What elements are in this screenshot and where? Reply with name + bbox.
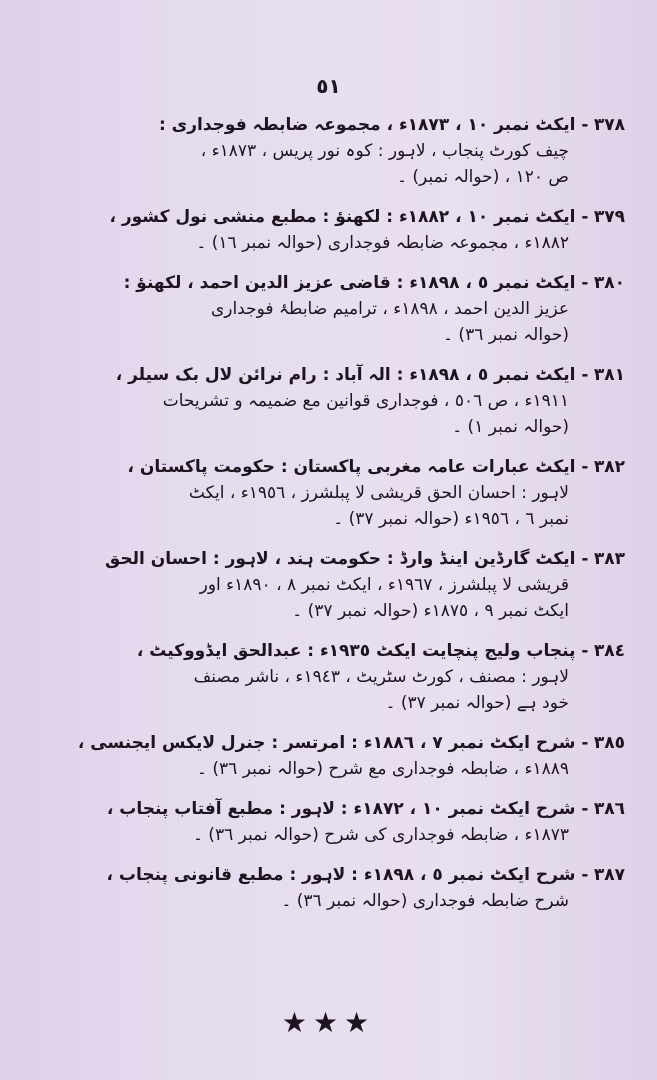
entry-number: ٣٨٥: [593, 733, 625, 753]
page-number: ٥١: [316, 74, 341, 98]
entry-text-line: قریشی لا پبلشرز ، ١٩٦٧ء ، ایکٹ نمبر ٨ ، ١٨٩٠ء اور: [199, 575, 569, 595]
entry-number: ٣٨٠: [593, 273, 625, 293]
entry-heading: - ایکٹ نمبر ٥ ، ١٨٩٨ء : قاضی عزیز الدین احمد ، لکھنؤ :: [123, 273, 589, 293]
entry-text-line: ایکٹ نمبر ٩ ، ١٨٧٥ء (حوالہ نمبر ٣٧) ۔: [292, 601, 569, 621]
entry-text-line: عزیز الدین احمد ، ١٨٩٨ء ، ترامیم ضابطۂ فوجداری: [210, 299, 569, 319]
entry-text-line: خود ہے (حوالہ نمبر ٣٧) ۔: [385, 693, 569, 713]
entry-number: ٣٧٩: [593, 207, 625, 227]
list-item: [40, 454, 625, 532]
entry-number: ٣٨١: [593, 365, 625, 385]
entry-heading: - شرح ایکٹ نمبر ٥ ، ١٨٩٨ء : لاہور : مطبع قانونی پنجاب ،: [106, 865, 589, 885]
entry-text-line: (حوالہ نمبر ٣٦) ۔: [443, 325, 569, 345]
entry-heading: - ایکٹ عبارات عامہ مغربی پاکستان : حکومت پاکستان ،: [127, 457, 589, 477]
entry-text-line: شرح ضابطہ فوجداری (حوالہ نمبر ٣٦) ۔: [281, 891, 569, 911]
list-item: [40, 112, 625, 190]
list-item: [40, 204, 625, 256]
entry-text-line: ١٨٨٩ء ، ضابطہ فوجداری مع شرح (حوالہ نمبر ٣٦) ۔: [197, 759, 569, 779]
entry-text-line: (حوالہ نمبر ١) ۔: [452, 417, 569, 437]
entry-text-line: نمبر ٦ ، ١٩٥٦ء (حوالہ نمبر ٣٧) ۔: [333, 509, 569, 529]
entry-text-line: ١٩١١ء ، ص ٥٠٦ ، فوجداری قوانین مع ضمیمہ و تشریحات: [162, 391, 569, 411]
list-item: [40, 638, 625, 716]
entry-heading: - ایکٹ نمبر ١٠ ، ١٨٧٣ء ، مجموعہ ضابطہ فوجداری :: [158, 115, 589, 135]
entry-text-line: لاہور : مصنف ، کورٹ سٹریٹ ، ١٩٤٣ء ، ناشر مصنف: [193, 667, 569, 687]
entry-list: [40, 112, 625, 928]
entry-heading: - ایکٹ گارڈین اینڈ وارڈ : حکومت ہند ، لاہور : احسان الحق: [105, 549, 589, 569]
list-item: [40, 862, 625, 914]
entry-number: ٣٨٧: [593, 865, 625, 885]
entry-heading: - شرح ایکٹ نمبر ١٠ ، ١٨٧٢ء : لاہور : مطبع آفتاب پنجاب ،: [106, 799, 589, 819]
list-item: [40, 362, 625, 440]
entry-text-line: چیف کورٹ پنجاب ، لاہور : کوہ نور پریس ، ١٨٧٣ء ،: [200, 141, 569, 161]
entry-heading: - پنجاب ولیج پنچایت ایکٹ ١٩٣٥ء : عبدالحق ایڈووکیٹ ،: [136, 641, 589, 661]
entry-text-line: ص ١٢٠ ، (حوالہ نمبر) ۔: [397, 167, 569, 187]
list-item: [40, 270, 625, 348]
entry-number: ٣٨٤: [593, 641, 625, 661]
list-item: [40, 546, 625, 624]
entry-number: ٣٨٦: [593, 799, 625, 819]
entry-number: ٣٨٢: [593, 457, 625, 477]
entry-number: ٣٨٣: [593, 549, 625, 569]
entry-text-line: ١٨٧٣ء ، ضابطہ فوجداری کی شرح (حوالہ نمبر ٣٦) ۔: [192, 825, 569, 845]
entry-heading: - ایکٹ نمبر ١٠ ، ١٨٨٢ء : لکھنؤ : مطبع منشی نول کشور ،: [109, 207, 589, 227]
list-item: [40, 730, 625, 782]
entry-number: ٣٧٨: [593, 115, 625, 135]
entry-heading: - ایکٹ نمبر ٥ ، ١٨٩٨ء : الہ آباد : رام نرائن لال بک سیلر ،: [115, 365, 589, 385]
entry-heading: - شرح ایکٹ نمبر ٧ ، ١٨٨٦ء : امرتسر : جنرل لایکس ایجنسی ،: [77, 733, 589, 753]
entry-text-line: ١٨٨٢ء ، مجموعہ ضابطہ فوجداری (حوالہ نمبر ١٦) ۔: [196, 233, 569, 253]
entry-text-line: لاہور : احسان الحق قریشی لا پبلشرز ، ١٩٥٦ء ، ایکٹ: [188, 483, 569, 503]
section-end-stars: ★★★: [281, 1006, 376, 1039]
list-item: [40, 796, 625, 848]
